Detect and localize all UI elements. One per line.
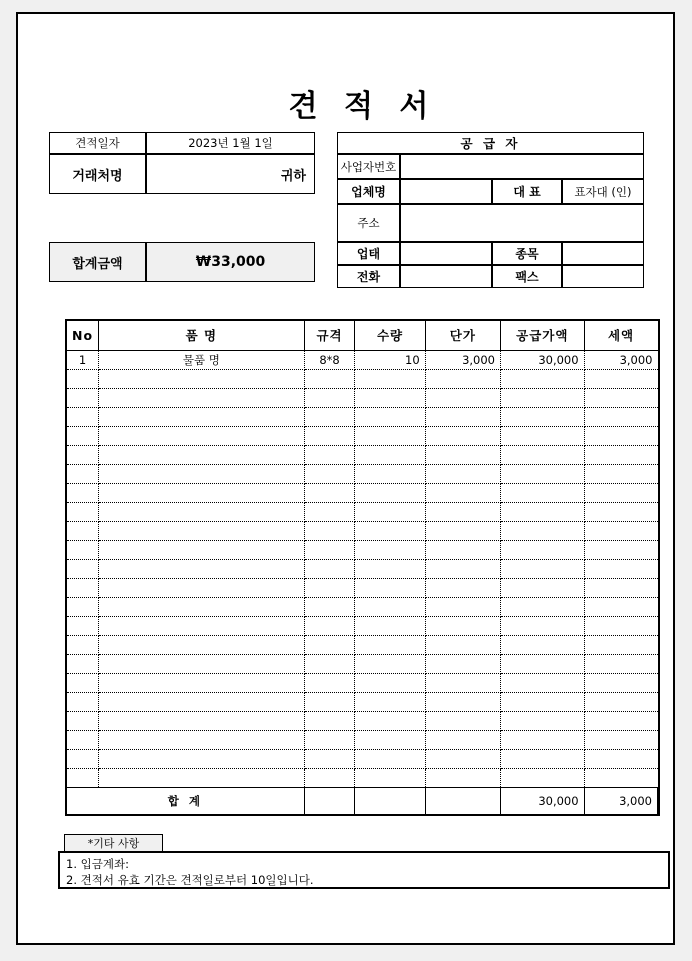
cell-spec[interactable] <box>304 369 355 388</box>
total-cell-supply: 30,000 <box>501 787 585 814</box>
cell-supply[interactable]: 30,000 <box>501 350 585 369</box>
cell-tax[interactable] <box>584 540 657 559</box>
column-header-no: No <box>67 321 99 350</box>
supplier-biz-item-value[interactable] <box>562 242 644 265</box>
cell-name[interactable] <box>99 540 305 559</box>
cell-tax[interactable] <box>584 483 657 502</box>
cell-price[interactable] <box>425 673 500 692</box>
cell-no[interactable] <box>67 483 99 502</box>
supplier-heading: 공 급 자 <box>337 132 644 154</box>
cell-spec[interactable] <box>304 711 355 730</box>
cell-qty[interactable] <box>355 559 425 578</box>
table-total-row <box>67 787 658 814</box>
cell-no[interactable] <box>67 559 99 578</box>
cell-spec[interactable] <box>304 407 355 426</box>
table-row-empty[interactable] <box>67 464 658 483</box>
cell-supply[interactable] <box>501 502 585 521</box>
cell-spec[interactable] <box>304 768 355 787</box>
other-notes-tab: *기타 사항 <box>64 834 163 851</box>
cell-price[interactable] <box>425 407 500 426</box>
cell-tax[interactable] <box>584 711 657 730</box>
cell-name[interactable] <box>99 445 305 464</box>
table-row-empty[interactable] <box>67 635 658 654</box>
cell-supply[interactable] <box>501 388 585 407</box>
supplier-address-value[interactable] <box>400 204 644 242</box>
cell-spec[interactable] <box>304 597 355 616</box>
cell-qty[interactable] <box>355 502 425 521</box>
cell-supply[interactable] <box>501 521 585 540</box>
cell-supply[interactable] <box>501 445 585 464</box>
cell-price[interactable] <box>425 578 500 597</box>
total-cell-spec <box>304 787 355 814</box>
cell-spec[interactable] <box>304 692 355 711</box>
cell-supply[interactable] <box>501 483 585 502</box>
cell-price[interactable] <box>425 749 500 768</box>
cell-spec[interactable]: 8*8 <box>304 350 355 369</box>
page-title: 견 적 서 <box>288 89 437 124</box>
cell-price[interactable] <box>425 426 500 445</box>
cell-tax[interactable] <box>584 673 657 692</box>
cell-price[interactable] <box>425 597 500 616</box>
cell-tax[interactable] <box>584 730 657 749</box>
cell-qty[interactable] <box>355 635 425 654</box>
total-cell-tax: 3,000 <box>584 787 657 814</box>
cell-name[interactable] <box>99 749 305 768</box>
cell-spec[interactable] <box>304 521 355 540</box>
cell-name[interactable] <box>99 388 305 407</box>
table-row-empty[interactable] <box>67 521 658 540</box>
cell-qty[interactable] <box>355 445 425 464</box>
table-row-empty[interactable] <box>67 502 658 521</box>
cell-supply[interactable] <box>501 654 585 673</box>
cell-price[interactable] <box>425 521 500 540</box>
column-header-price: 단가 <box>425 321 500 350</box>
supplier-biz-no-value[interactable] <box>400 154 644 179</box>
total-amount-value: ₩33,000 <box>146 242 315 282</box>
cell-tax[interactable] <box>584 502 657 521</box>
cell-qty[interactable] <box>355 692 425 711</box>
cell-no[interactable] <box>67 749 99 768</box>
cell-no[interactable] <box>67 407 99 426</box>
cell-qty[interactable] <box>355 730 425 749</box>
cell-name[interactable] <box>99 692 305 711</box>
cell-supply[interactable] <box>501 597 585 616</box>
cell-spec[interactable] <box>304 388 355 407</box>
cell-qty[interactable] <box>355 654 425 673</box>
cell-no[interactable] <box>67 597 99 616</box>
items-table-header-row <box>67 321 658 350</box>
cell-name[interactable] <box>99 426 305 445</box>
cell-spec[interactable] <box>304 483 355 502</box>
cell-price[interactable] <box>425 730 500 749</box>
cell-no[interactable] <box>67 654 99 673</box>
supplier-biz-no-label: 사업자번호 <box>337 154 400 179</box>
supplier-ceo-value[interactable]: 표자대 (인) <box>562 179 644 204</box>
quote-date-value[interactable]: 2023년 1월 1일 <box>146 132 315 154</box>
cell-tax[interactable] <box>584 559 657 578</box>
cell-name[interactable] <box>99 711 305 730</box>
items-table <box>65 319 660 816</box>
cell-qty[interactable] <box>355 768 425 787</box>
cell-price[interactable] <box>425 559 500 578</box>
cell-spec[interactable] <box>304 426 355 445</box>
cell-tax[interactable] <box>584 768 657 787</box>
cell-no[interactable] <box>67 673 99 692</box>
cell-qty[interactable] <box>355 407 425 426</box>
cell-tax[interactable] <box>584 597 657 616</box>
cell-spec[interactable] <box>304 749 355 768</box>
supplier-company-label: 업체명 <box>337 179 400 204</box>
table-row-empty[interactable] <box>67 483 658 502</box>
cell-tax[interactable] <box>584 407 657 426</box>
cell-supply[interactable] <box>501 540 585 559</box>
cell-tax[interactable] <box>584 578 657 597</box>
cell-price[interactable]: 3,000 <box>425 350 500 369</box>
supplier-fax-label: 팩스 <box>492 265 562 288</box>
cell-qty[interactable] <box>355 464 425 483</box>
cell-no[interactable] <box>67 578 99 597</box>
cell-supply[interactable] <box>501 369 585 388</box>
cell-supply[interactable] <box>501 749 585 768</box>
supplier-biz-type-label: 업태 <box>337 242 400 265</box>
client-name-label: 거래처명 <box>49 154 146 194</box>
cell-no[interactable] <box>67 730 99 749</box>
cell-qty[interactable] <box>355 540 425 559</box>
table-row-empty[interactable] <box>67 616 658 635</box>
cell-spec[interactable] <box>304 673 355 692</box>
cell-no[interactable] <box>67 711 99 730</box>
cell-supply[interactable] <box>501 635 585 654</box>
cell-qty[interactable] <box>355 426 425 445</box>
cell-name[interactable] <box>99 654 305 673</box>
cell-no[interactable] <box>67 445 99 464</box>
cell-price[interactable] <box>425 540 500 559</box>
cell-supply[interactable] <box>501 407 585 426</box>
quote-date-label: 견적일자 <box>49 132 146 154</box>
table-row-empty[interactable] <box>67 654 658 673</box>
cell-tax[interactable] <box>584 464 657 483</box>
cell-name[interactable] <box>99 673 305 692</box>
total-amount-label: 합계금액 <box>49 242 146 282</box>
cell-price[interactable] <box>425 445 500 464</box>
column-header-name: 품 명 <box>99 321 305 350</box>
cell-tax[interactable] <box>584 445 657 464</box>
cell-qty[interactable] <box>355 369 425 388</box>
cell-qty[interactable] <box>355 749 425 768</box>
cell-name[interactable] <box>99 407 305 426</box>
cell-spec[interactable] <box>304 654 355 673</box>
cell-spec[interactable] <box>304 730 355 749</box>
cell-qty[interactable] <box>355 673 425 692</box>
other-notes-box <box>58 851 670 889</box>
cell-name[interactable] <box>99 483 305 502</box>
client-name-value[interactable]: 귀하 <box>146 154 315 194</box>
cell-name[interactable] <box>99 578 305 597</box>
cell-name[interactable] <box>99 464 305 483</box>
cell-supply[interactable] <box>501 711 585 730</box>
cell-spec[interactable] <box>304 616 355 635</box>
cell-supply[interactable] <box>501 768 585 787</box>
table-row-empty[interactable] <box>67 768 658 787</box>
cell-supply[interactable] <box>501 692 585 711</box>
table-row-empty[interactable] <box>67 388 658 407</box>
cell-price[interactable] <box>425 369 500 388</box>
cell-price[interactable] <box>425 635 500 654</box>
cell-price[interactable] <box>425 483 500 502</box>
note-line: 1. 입금계좌: <box>66 857 129 871</box>
cell-name[interactable] <box>99 521 305 540</box>
table-row-empty[interactable] <box>67 673 658 692</box>
cell-no[interactable] <box>67 768 99 787</box>
cell-tax[interactable] <box>584 426 657 445</box>
supplier-ceo-label: 대 표 <box>492 179 562 204</box>
cell-tax[interactable] <box>584 616 657 635</box>
cell-price[interactable] <box>425 711 500 730</box>
cell-no[interactable] <box>67 369 99 388</box>
supplier-company-value[interactable] <box>400 179 492 204</box>
total-cell-qty <box>355 787 425 814</box>
cell-no[interactable]: 1 <box>67 350 99 369</box>
cell-price[interactable] <box>425 692 500 711</box>
table-row-empty[interactable] <box>67 540 658 559</box>
cell-no[interactable] <box>67 692 99 711</box>
cell-price[interactable] <box>425 502 500 521</box>
cell-no[interactable] <box>67 502 99 521</box>
cell-no[interactable] <box>67 464 99 483</box>
cell-price[interactable] <box>425 464 500 483</box>
table-row-empty[interactable] <box>67 445 658 464</box>
cell-price[interactable] <box>425 768 500 787</box>
cell-no[interactable] <box>67 635 99 654</box>
table-row-empty[interactable] <box>67 711 658 730</box>
cell-qty[interactable] <box>355 711 425 730</box>
cell-supply[interactable] <box>501 578 585 597</box>
cell-spec[interactable] <box>304 635 355 654</box>
column-header-tax: 세액 <box>584 321 657 350</box>
cell-no[interactable] <box>67 426 99 445</box>
cell-no[interactable] <box>67 616 99 635</box>
cell-spec[interactable] <box>304 464 355 483</box>
table-row-empty[interactable] <box>67 369 658 388</box>
cell-no[interactable] <box>67 540 99 559</box>
cell-supply[interactable] <box>501 730 585 749</box>
supplier-address-label: 주소 <box>337 204 400 242</box>
cell-price[interactable] <box>425 616 500 635</box>
table-row-empty[interactable] <box>67 597 658 616</box>
cell-name[interactable]: 물품 명 <box>99 350 305 369</box>
cell-spec[interactable] <box>304 559 355 578</box>
cell-spec[interactable] <box>304 502 355 521</box>
supplier-biz-type-value[interactable] <box>400 242 492 265</box>
cell-name[interactable] <box>99 730 305 749</box>
cell-tax[interactable] <box>584 654 657 673</box>
supplier-fax-value[interactable] <box>562 265 644 288</box>
cell-spec[interactable] <box>304 445 355 464</box>
cell-spec[interactable] <box>304 540 355 559</box>
cell-name[interactable] <box>99 369 305 388</box>
supplier-phone-value[interactable] <box>400 265 492 288</box>
cell-name[interactable] <box>99 502 305 521</box>
cell-price[interactable] <box>425 654 500 673</box>
cell-qty[interactable]: 10 <box>355 350 425 369</box>
cell-qty[interactable] <box>355 597 425 616</box>
cell-tax[interactable] <box>584 388 657 407</box>
column-header-supply: 공급가액 <box>501 321 585 350</box>
column-header-qty: 수량 <box>355 321 425 350</box>
cell-supply[interactable] <box>501 559 585 578</box>
total-row-label: 합 계 <box>67 787 304 814</box>
cell-supply[interactable] <box>501 673 585 692</box>
note-line: 2. 견적서 유효 기간은 견적일로부터 10일입니다. <box>66 873 314 887</box>
table-row-empty[interactable] <box>67 749 658 768</box>
table-row-empty[interactable] <box>67 692 658 711</box>
table-row-empty[interactable] <box>67 578 658 597</box>
cell-name[interactable] <box>99 768 305 787</box>
cell-no[interactable] <box>67 521 99 540</box>
table-row-empty[interactable] <box>67 730 658 749</box>
cell-supply[interactable] <box>501 426 585 445</box>
cell-supply[interactable] <box>501 464 585 483</box>
cell-qty[interactable] <box>355 616 425 635</box>
cell-spec[interactable] <box>304 578 355 597</box>
supplier-biz-item-label: 종목 <box>492 242 562 265</box>
cell-qty[interactable] <box>355 521 425 540</box>
cell-qty[interactable] <box>355 578 425 597</box>
supplier-phone-label: 전화 <box>337 265 400 288</box>
cell-tax[interactable] <box>584 369 657 388</box>
cell-supply[interactable] <box>501 616 585 635</box>
cell-no[interactable] <box>67 388 99 407</box>
table-row-empty[interactable] <box>67 559 658 578</box>
cell-name[interactable] <box>99 635 305 654</box>
cell-name[interactable] <box>99 559 305 578</box>
table-row[interactable] <box>67 350 658 369</box>
cell-name[interactable] <box>99 616 305 635</box>
cell-tax[interactable]: 3,000 <box>584 350 657 369</box>
document-sheet <box>16 12 675 945</box>
cell-qty[interactable] <box>355 388 425 407</box>
table-row-empty[interactable] <box>67 426 658 445</box>
table-row-empty[interactable] <box>67 407 658 426</box>
cell-price[interactable] <box>425 388 500 407</box>
column-header-spec: 규격 <box>304 321 355 350</box>
cell-qty[interactable] <box>355 483 425 502</box>
cell-tax[interactable] <box>584 692 657 711</box>
cell-name[interactable] <box>99 597 305 616</box>
cell-tax[interactable] <box>584 521 657 540</box>
cell-tax[interactable] <box>584 749 657 768</box>
total-cell-price <box>425 787 500 814</box>
cell-tax[interactable] <box>584 635 657 654</box>
